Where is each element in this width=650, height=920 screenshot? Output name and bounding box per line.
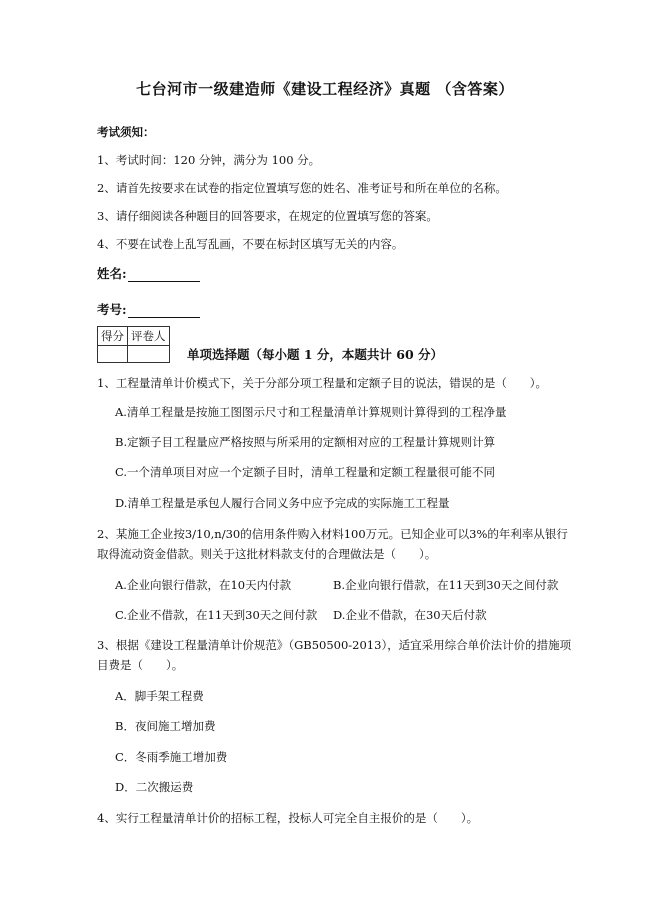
- id-blank[interactable]: [128, 305, 200, 318]
- name-label: 姓名:: [97, 266, 127, 281]
- grader-header: 评卷人: [128, 327, 170, 346]
- question-option: C．冬雨季施工增加费: [115, 750, 228, 764]
- notice-heading: 考试须知：: [97, 125, 155, 139]
- score-table: [97, 326, 170, 363]
- question-option: B.企业向银行借款，在11天到30天之间付款: [333, 578, 559, 592]
- question-option: A.企业向银行借款，在10天内付款: [115, 578, 292, 592]
- name-field: [97, 264, 200, 282]
- question-option: C.企业不借款，在11天到30天之间付款: [115, 608, 318, 622]
- section-title: 单项选择题（每小题 1 分，本题共计 60 分）: [187, 347, 444, 362]
- question-option: D．二次搬运费: [115, 780, 194, 794]
- question-option: C.一个清单项目对应一个定额子目时，清单工程量和定额工程量很可能不同: [115, 465, 496, 479]
- question-stem: 2、某施工企业按3/10,n/30的信用条件购入材料100万元。已知企业可以3%的年利率从银行: [97, 527, 568, 541]
- score-header: 得分: [98, 327, 128, 346]
- question-option: A.清单工程量是按施工图图示尺寸和工程量清单计算规则计算得到的工程净量: [115, 405, 507, 419]
- question-option: B．夜间施工增加费: [115, 719, 216, 733]
- notice-item: 4、不要在试卷上乱写乱画，不要在标封区填写无关的内容。: [97, 237, 404, 251]
- question-option: D.企业不借款，在30天后付款: [333, 608, 487, 622]
- notice-item: 2、请首先按要求在试卷的指定位置填写您的姓名、准考证号和所在单位的名称。: [97, 181, 507, 195]
- notice-item: 3、请仔细阅读各种题目的回答要求，在规定的位置填写您的答案。: [97, 209, 438, 223]
- grader-cell[interactable]: [128, 346, 170, 363]
- question-stem: 3、根据《建设工程量清单计价规范》（GB50500-2013），适宜采用综合单价法计价的措施项: [97, 638, 572, 652]
- score-cell[interactable]: [98, 346, 128, 363]
- id-field: [97, 300, 200, 318]
- question-stem: 4、实行工程量清单计价的招标工程，投标人可完全自主报价的是（ ）。: [97, 811, 479, 825]
- page-title: 七台河市一级建造师《建设工程经济》真题 （含答案）: [136, 80, 514, 98]
- question-stem: 1、工程量清单计价模式下，关于分部分项工程量和定额子目的说法，错误的是（ ）。: [97, 376, 548, 390]
- question-stem-cont: 取得流动资金借款。则关于这批材料款支付的合理做法是（ ）。: [97, 547, 437, 561]
- id-label: 考号:: [97, 302, 127, 317]
- question-option: A．脚手架工程费: [115, 689, 204, 703]
- notice-item: 1、考试时间：120 分钟，满分为 100 分。: [97, 153, 321, 167]
- question-option: D.清单工程量是承包人履行合同义务中应予完成的实际施工工程量: [115, 496, 450, 510]
- name-blank[interactable]: [128, 269, 200, 282]
- question-stem-cont: 目费是（ ）。: [97, 658, 184, 672]
- question-option: B.定额子目工程量应严格按照与所采用的定额相对应的工程量计算规则计算: [115, 435, 496, 449]
